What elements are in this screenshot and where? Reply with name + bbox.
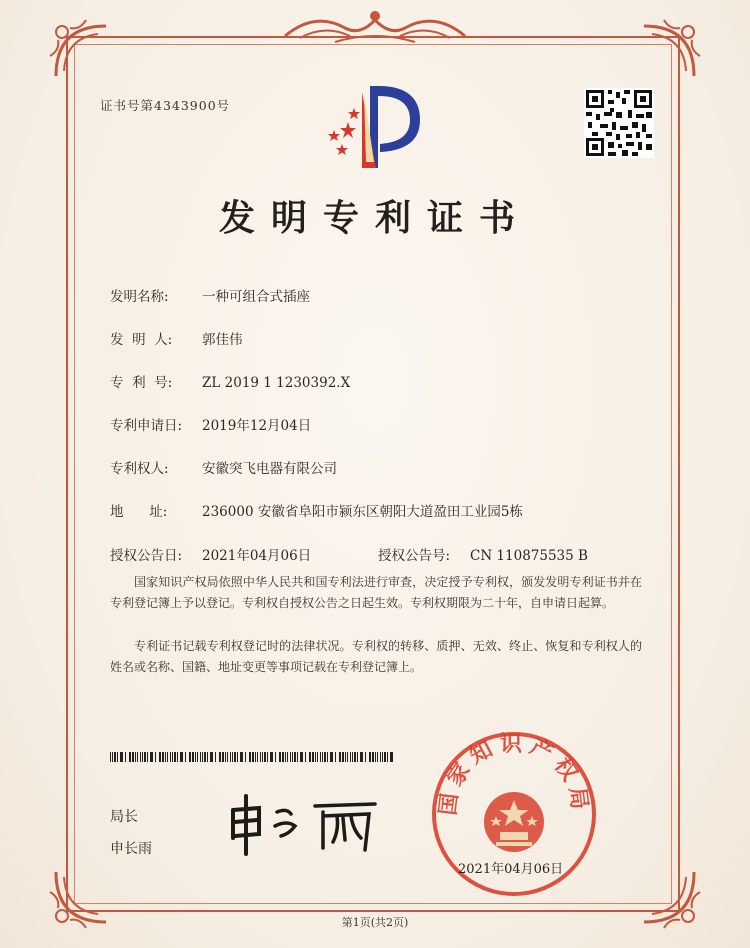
- field-address: [110, 500, 523, 520]
- field-label: 专利申请日:: [110, 418, 183, 434]
- field-label: 专 利 号:: [110, 375, 173, 391]
- field-value: CN 110875535 B: [470, 548, 588, 564]
- field-inventor: [110, 328, 243, 348]
- field-value: ZL 2019 1 1230392.X: [202, 375, 351, 391]
- statement-paragraph: 国家知识产权局依照中华人民共和国专利法进行审查，决定授予专利权，颁发发明专利证书并在专利登记簿上予以登记。专利权自授权公告之日起生效。专利权期限为二十年，自申请日起算。: [110, 575, 642, 610]
- page-number: 第1页(共2页): [341, 916, 409, 929]
- field-value: 236000 安徽省阜阳市颍东区朝阳大道盈田工业园5栋: [202, 504, 523, 520]
- signature-icon: [225, 790, 385, 860]
- field-value: 安徽突飞电器有限公司: [202, 461, 337, 477]
- field-label: 授权公告日:: [110, 548, 183, 564]
- field-label: 发明名称:: [110, 289, 169, 305]
- field-value: 2019年12月04日: [202, 418, 312, 434]
- field-label: 专利权人:: [110, 461, 169, 477]
- field-value: 2021年04月06日: [202, 548, 312, 564]
- corner-ornament-icon: [634, 16, 704, 86]
- field-patent-number: [110, 371, 350, 391]
- certificate-title: 发明专利证书: [218, 197, 531, 239]
- certificate-number: 证书号第4343900号: [100, 98, 231, 113]
- seal-text: 国家知识产权局: [435, 731, 593, 817]
- cnipa-emblem-icon: [318, 82, 430, 172]
- signatory-name: 申长雨: [110, 841, 152, 857]
- field-label: 发 明 人:: [110, 332, 173, 348]
- field-value: 郭佳伟: [202, 332, 243, 348]
- field-grant-number: [378, 544, 588, 564]
- field-grant-date: [110, 544, 311, 564]
- field-value: 一种可组合式插座: [202, 289, 310, 305]
- signatory-title: 局长: [110, 809, 138, 825]
- field-patentee: [110, 457, 337, 477]
- field-filing-date: [110, 414, 311, 434]
- seal-date: 2021年04月06日: [458, 862, 564, 877]
- field-label: 授权公告号:: [378, 548, 451, 564]
- qr-code-icon: [584, 88, 654, 158]
- top-ornament-icon: [275, 6, 475, 50]
- legal-status-paragraph: 专利证书记载专利权登记时的法律状况。专利权的转移、质押、无效、终止、恢复和专利权人的姓名或名称、国籍、地址变更等事项记载在专利登记簿上。: [110, 639, 642, 674]
- corner-ornament-icon: [46, 16, 116, 86]
- field-invention-name: [110, 285, 310, 305]
- barcode-icon: [110, 752, 395, 762]
- field-label: 地 址:: [110, 504, 168, 520]
